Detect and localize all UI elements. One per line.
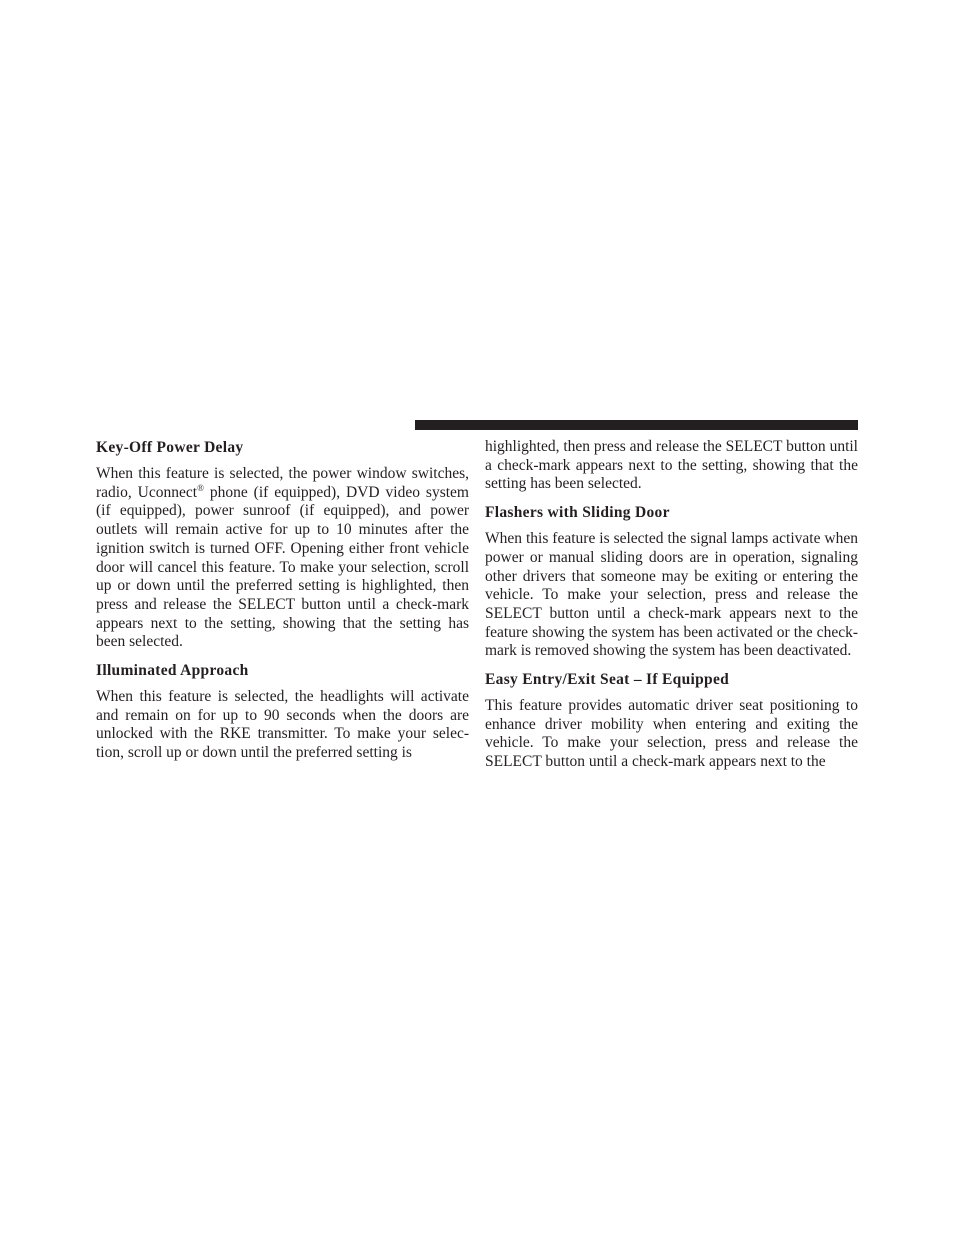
section-heading-illuminated-approach: Illuminated Approach	[96, 662, 249, 680]
body-text-before-mark: When this feature is selected, the power window switches, radio, Uconnect	[96, 465, 469, 501]
section-body-illuminated-approach: When this feature is selected, the headlights will activate and remain on for up to 90 seconds when the doors are unlocked with the RKE transmitter. To make your selec-tion, scroll up or down until the preferred setting is	[96, 688, 469, 762]
registered-mark: ®	[197, 482, 204, 493]
body-text-after-mark: phone (if equipped), DVD video system (if equipped), power sunroof (if equipped), and power outlets will remain active for up to 10 minutes after the ignition switch is turned OFF. Opening either front vehicle door will cancel this feature. To make your selection, scroll up or down until the preferred setting is highlighted, then press and release the SELECT button until a check-mark appears next to the setting, showing that the setting has been selected.	[96, 483, 469, 651]
left-column	[96, 437, 469, 763]
header-rule	[415, 420, 858, 430]
section-body-flashers-with-sliding-door: When this feature is selected the signal lamps activate when power or manual sliding doors are in operation, signaling other drivers that someone may be exiting or entering the vehicle. To make your selection, press and release the SELECT button until a check-mark appears next to the feature showing the system has been activated or the check-mark is removed showing the system has been deactivated.	[485, 530, 858, 660]
section-heading-flashers-with-sliding-door: Flashers with Sliding Door	[485, 504, 670, 522]
continued-text: highlighted, then press and release the SELECT button until a check-mark appears next to the setting, showing that the setting has been selected.	[485, 438, 858, 493]
right-column	[485, 437, 858, 772]
section-body-key-off-power-delay	[96, 465, 469, 652]
section-heading-easy-entry-exit-seat: Easy Entry/Exit Seat – If Equipped	[485, 671, 730, 689]
section-body-easy-entry-exit-seat: This feature provides automatic driver seat positioning to enhance driver mobility when entering and exiting the vehicle. To make your selection, press and release the SELECT button until a check-mark appears next to the	[485, 697, 858, 771]
section-heading-key-off-power-delay: Key-Off Power Delay	[96, 439, 244, 456]
